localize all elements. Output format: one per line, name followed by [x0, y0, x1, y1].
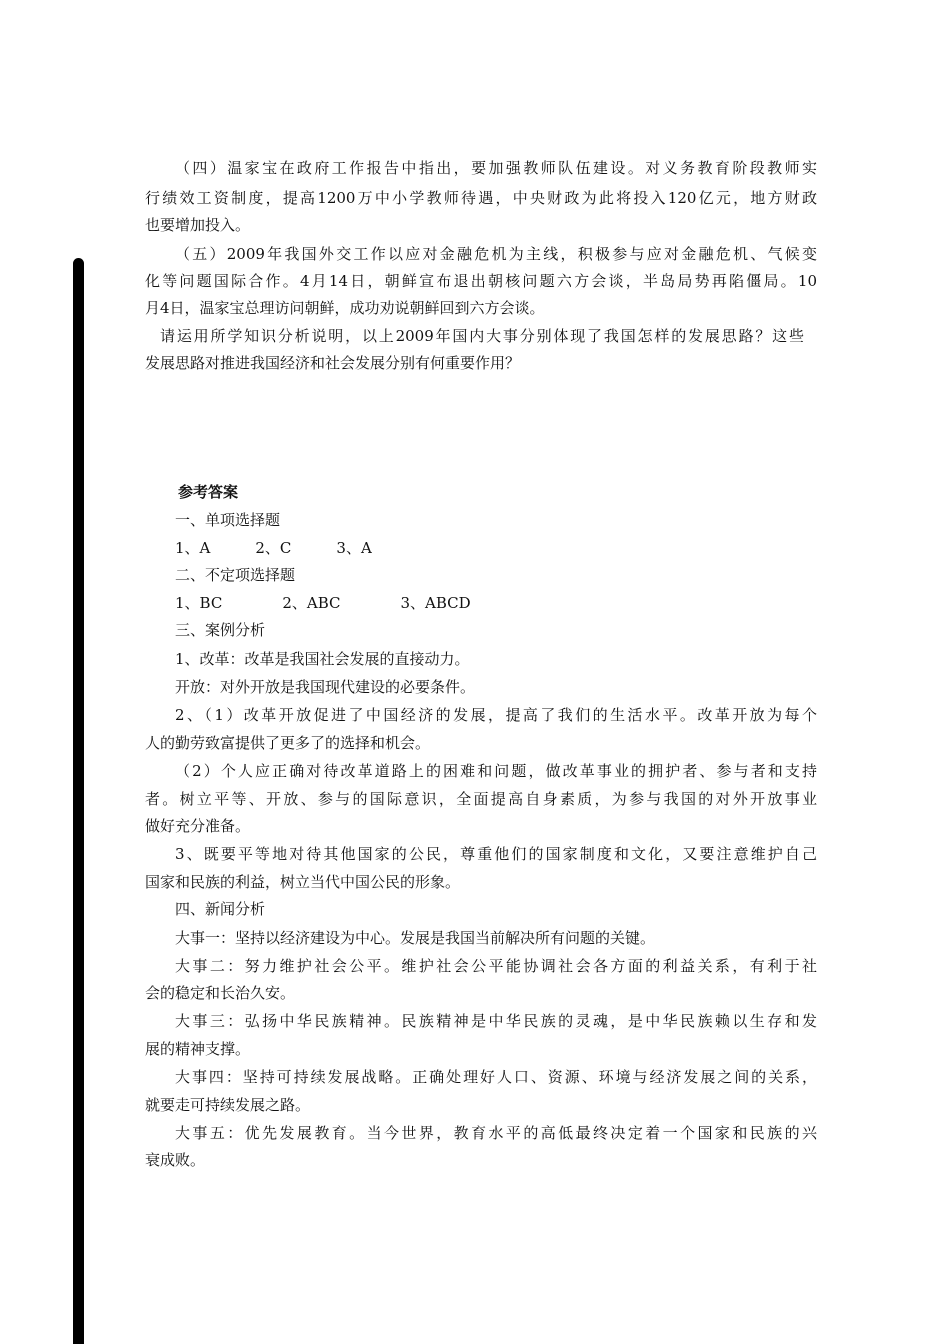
paragraph-four-line-2: 行绩效工资制度，提高1200万中小学教师待遇，中央财政为此将投入120亿元，地方财政: [145, 189, 817, 207]
answer-event-3-line-2: 展的精神支撑。: [145, 1040, 251, 1058]
answer-event-5-line-2: 衰成败。: [145, 1151, 206, 1169]
paragraph-four-line-1: （四）温家宝在政府工作报告中指出，要加强教师队伍建设。对义务教育阶段教师实: [175, 159, 817, 177]
answer-case-2-part-1-line-2: 人的勤劳致富提供了更多了的选择和机会。: [145, 734, 431, 752]
answer-case-2-part-2-line-1: （2）个人应正确对待改革道路上的困难和问题，做改革事业的拥护者、参与者和支持: [175, 762, 817, 780]
answers-title: 参考答案: [178, 483, 239, 501]
answer-event-2-line-1: 大事二：努力维护社会公平。维护社会公平能协调社会各方面的利益关系，有利于社: [175, 957, 817, 975]
answer-section-1-heading: 一、单项选择题: [175, 511, 281, 529]
answer-event-5-line-1: 大事五：优先发展教育。当今世界，教育水平的高低最终决定着一个国家和民族的兴: [175, 1124, 817, 1142]
paragraph-four-line-3: 也要增加投入。: [145, 216, 251, 234]
answer-case-2-part-2-line-3: 做好充分准备。: [145, 817, 251, 835]
answer-case-3-line-1: 3、既要平等地对待其他国家的公民，尊重他们的国家制度和文化，又要注意维护自己: [175, 845, 817, 863]
answer-case-1-reform: 1、改革：改革是我国社会发展的直接动力。: [175, 650, 470, 668]
question-prompt-line-1: 请运用所学知识分析说明，以上2009年国内大事分别体现了我国怎样的发展思路？这些: [160, 327, 804, 345]
answer-event-4-line-2: 就要走可持续发展之路。: [145, 1096, 311, 1114]
answer-section-2-values: 1、BC 2、ABC 3、ABCD: [175, 594, 471, 612]
paragraph-five-line-3: 月4日，温家宝总理访问朝鲜，成功劝说朝鲜回到六方会谈。: [145, 299, 545, 317]
paragraph-five-line-2: 化等问题国际合作。4月14日，朝鲜宣布退出朝核问题六方会谈，半岛局势再陷僵局。10: [145, 272, 817, 290]
answer-event-1: 大事一：坚持以经济建设为中心。发展是我国当前解决所有问题的关键。: [175, 929, 656, 947]
answer-section-4-heading: 四、新闻分析: [175, 900, 266, 918]
answer-event-4-line-1: 大事四：坚持可持续发展战略。正确处理好人口、资源、环境与经济发展之间的关系，: [175, 1068, 817, 1086]
paragraph-five-line-1: （五）2009年我国外交工作以应对金融危机为主线，积极参与应对金融危机、气候变: [175, 245, 817, 263]
answer-section-1-values: 1、A 2、C 3、A: [175, 539, 372, 557]
answer-case-3-line-2: 国家和民族的利益，树立当代中国公民的形象。: [145, 873, 461, 891]
answer-section-2-heading: 二、不定项选择题: [175, 566, 296, 584]
answer-case-2-part-2-line-2: 者。树立平等、开放、参与的国际意识，全面提高自身素质，为参与我国的对外开放事业: [145, 790, 817, 808]
answer-event-3-line-1: 大事三：弘扬中华民族精神。民族精神是中华民族的灵魂，是中华民族赖以生存和发: [175, 1012, 817, 1030]
answer-section-3-heading: 三、案例分析: [175, 621, 266, 639]
question-prompt-line-2: 发展思路对推进我国经济和社会发展分别有何重要作用？: [145, 354, 521, 372]
answer-event-2-line-2: 会的稳定和长治久安。: [145, 984, 296, 1002]
answer-case-1-opening: 开放：对外开放是我国现代建设的必要条件。: [175, 678, 476, 696]
binding-bar: [73, 258, 84, 1344]
answer-case-2-part-1-line-1: 2、（1）改革开放促进了中国经济的发展，提高了我们的生活水平。改革开放为每个: [175, 706, 817, 724]
